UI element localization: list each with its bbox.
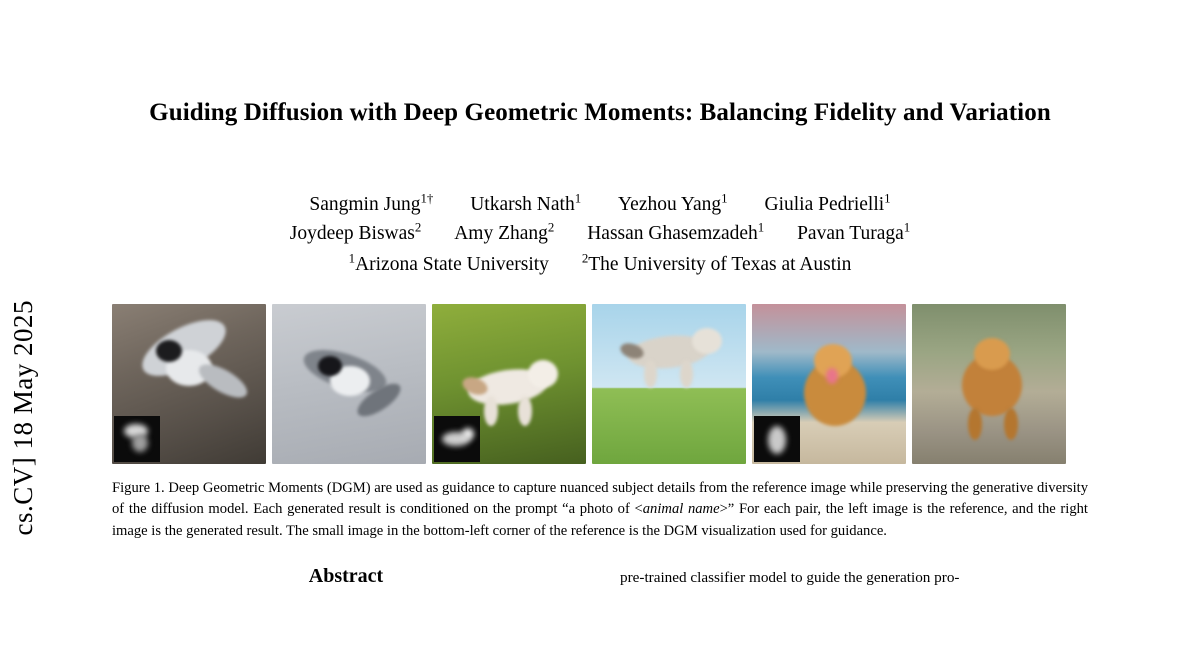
two-column-body [112,559,1088,590]
figure-image-dog-generated [912,304,1066,464]
author: Yezhou Yang$^1$ [618,191,728,215]
author-affil-marker: 1 [884,191,891,206]
author-affil-marker: 2 [414,220,422,235]
figure-image-cat-generated [592,304,746,464]
author-affil-marker: 1 [757,220,765,235]
author-list [112,191,1088,280]
author-affil-marker: 1 [574,191,582,206]
dgm-inset-dog [754,416,800,462]
abstract-heading: Abstract [308,565,384,588]
left-column [112,559,580,590]
figure-caption [112,478,1088,544]
figure-caption-text-2: >” For each pair, the left image is the reference, and the right image is the generated result. The small image in the bottom-left corner of the reference is the DGM visualization used for guidance. [112,501,1088,540]
author: Sangmin Jung$^{1\dagger}$ [309,191,434,215]
page-title: Guiding Diffusion with Deep Geometric Moments: Balancing Fidelity and Variation [149,99,1051,126]
author: Joydeep Biswas$^2$ [289,220,422,244]
dgm-inset-bird [114,416,160,462]
author: Giulia Pedrielli$^1$ [764,191,891,215]
author-affil-marker: 1† [420,191,434,206]
figure-image-cat-reference [432,304,586,464]
author-affil-marker: 2 [547,220,555,235]
figure-1-images [112,304,1088,464]
affiliation: $^1$Arizona State University [348,251,549,275]
author: Amy Zhang$^2$ [454,220,555,244]
figure-image-bird-generated [272,304,426,464]
author-affil-marker: 1 [721,191,728,206]
author: Utkarsh Nath$^1$ [470,191,582,215]
paper-page [112,0,1088,648]
affiliation: $^2$The University of Texas at Austin [581,251,852,275]
author-row-2 [112,220,1088,249]
figure-caption-italic: animal name [642,501,720,518]
dgm-inset-cat [434,416,480,462]
author-affil-marker: 1 [903,220,911,235]
right-column [620,559,1088,590]
figure-caption-label: Figure 1. [112,479,165,496]
affiliation-row [112,251,1088,280]
right-column-text: pre-trained classifier model to guide the generation pro- [620,569,960,587]
author: Pavan Turaga$^1$ [797,220,911,244]
figure-image-bird-reference [112,304,266,464]
author: Hassan Ghasemzadeh$^1$ [587,220,765,244]
author-row-1 [112,191,1088,220]
arxiv-stamp: cs.CV] 18 May 2025 [8,300,38,536]
figure-image-dog-reference [752,304,906,464]
figure-caption-text-1: Deep Geometric Moments (DGM) are used as guidance to capture nuanced subject details from the reference image while preserving the generative diversity of the diffusion model. Each generated result is conditioned on the prompt “a photo of < [112,479,1089,518]
